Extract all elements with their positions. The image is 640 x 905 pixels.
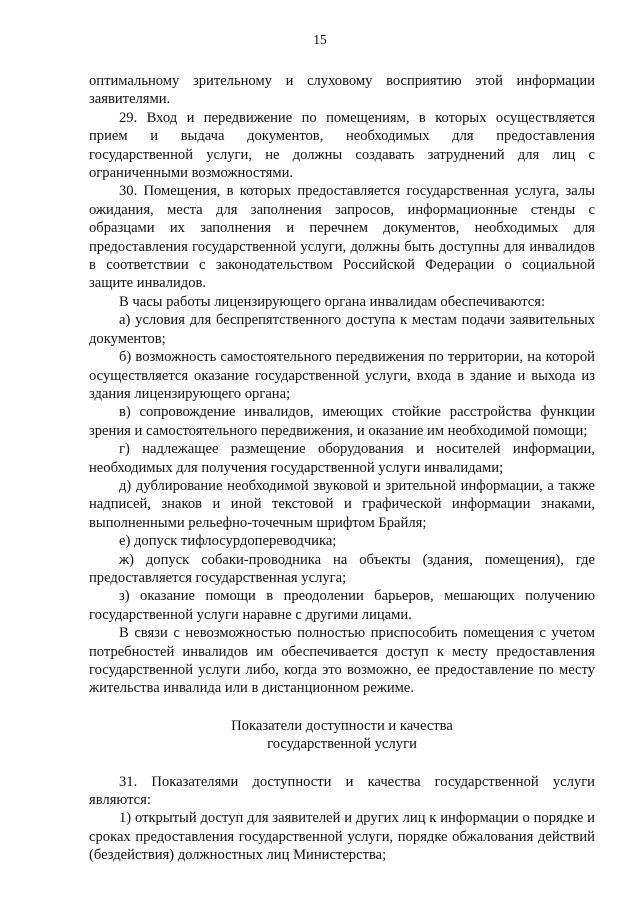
paragraph-29 [89, 109, 595, 183]
paragraph-working-hours: В часы работы лицензирующего органа инвалидам обеспечиваются: [119, 293, 546, 310]
paragraph-29-visual: 29. Вход и передвижение по помещениям, в которых осуществляется прием и выдача документов, необходимых для предоставления государственной услуги, не должны создавать затруднений для лиц с ограниченными возможностями. [89, 109, 595, 182]
list-item-zh: ж) допуск собаки-проводника на объекты (здания, помещения), где предоставляется государственная услуга; [89, 551, 595, 586]
list-item-v: в) сопровождение инвалидов, имеющих стойкие расстройства функции зрения и самостоятельного передвижения, и оказание им необходимой помощи; [89, 404, 595, 439]
paragraph-30: 30. Помещения, в которых предоставляется государственная услуга, залы ожидания, места для заполнения запросов, информационные стенды с образцами их заполнения и перечнем документов, необходимых для предоставления государственной услуги, должны быть доступны для инвалидов в соответствии с законодательством Российской Федерации о социальной защите инвалидов. [89, 183, 595, 292]
paragraph-continuation: оптимальному зрительному и слуховому восприятию этой информации заявителями. [89, 73, 595, 108]
list-item-b: б) возможность самостоятельного передвижения по территории, на которой осуществляется оказание государственной услуги, входа в здание и выхода из здания лицензирующего органа; [89, 349, 595, 402]
list-item-e: е) допуск тифлосурдопереводчика; [119, 533, 337, 550]
section-heading-line-1: Показатели доступности и качества [231, 717, 453, 734]
paragraph-31: 31. Показателями доступности и качества государственной услуги являются: [89, 773, 595, 809]
list-item-a: а) условия для беспрепятственного доступа к местам подачи заявительных документов; [89, 312, 595, 347]
list-item-z: з) оказание помощи в преодолении барьеров, мешающих получению государственной услуги наравне с другими лицами. [89, 588, 595, 623]
section-heading [89, 717, 595, 754]
page-number: 15 [313, 32, 327, 47]
document-body [89, 72, 595, 865]
section-heading-line-2: государственной услуги [267, 736, 417, 753]
list-item-d: д) дублирование необходимой звуковой и зрительной информации, а также надписей, знаков и иной текстовой и графической информации знаками, выполненными рельефно-точечным шрифтом Брайля; [89, 477, 595, 531]
paragraph-accessibility-note: В связи с невозможностью полностью приспособить помещения с учетом потребностей инвалидов им обеспечивается доступ к месту предоставления государственной услуги либо, когда это возможно, ее предоставление по месту жительства инвалида или в дистанционном режиме. [89, 625, 595, 697]
list-item-g: г) надлежащее размещение оборудования и носителей информации, необходимых для получения государственной услуги инвалидами; [89, 441, 595, 476]
list-item-1: 1) открытый доступ для заявителей и других лиц к информации о порядке и сроках предоставления государственной услуги, порядке обжалования действий (бездействия) должностных лиц Министерства; [89, 810, 595, 864]
